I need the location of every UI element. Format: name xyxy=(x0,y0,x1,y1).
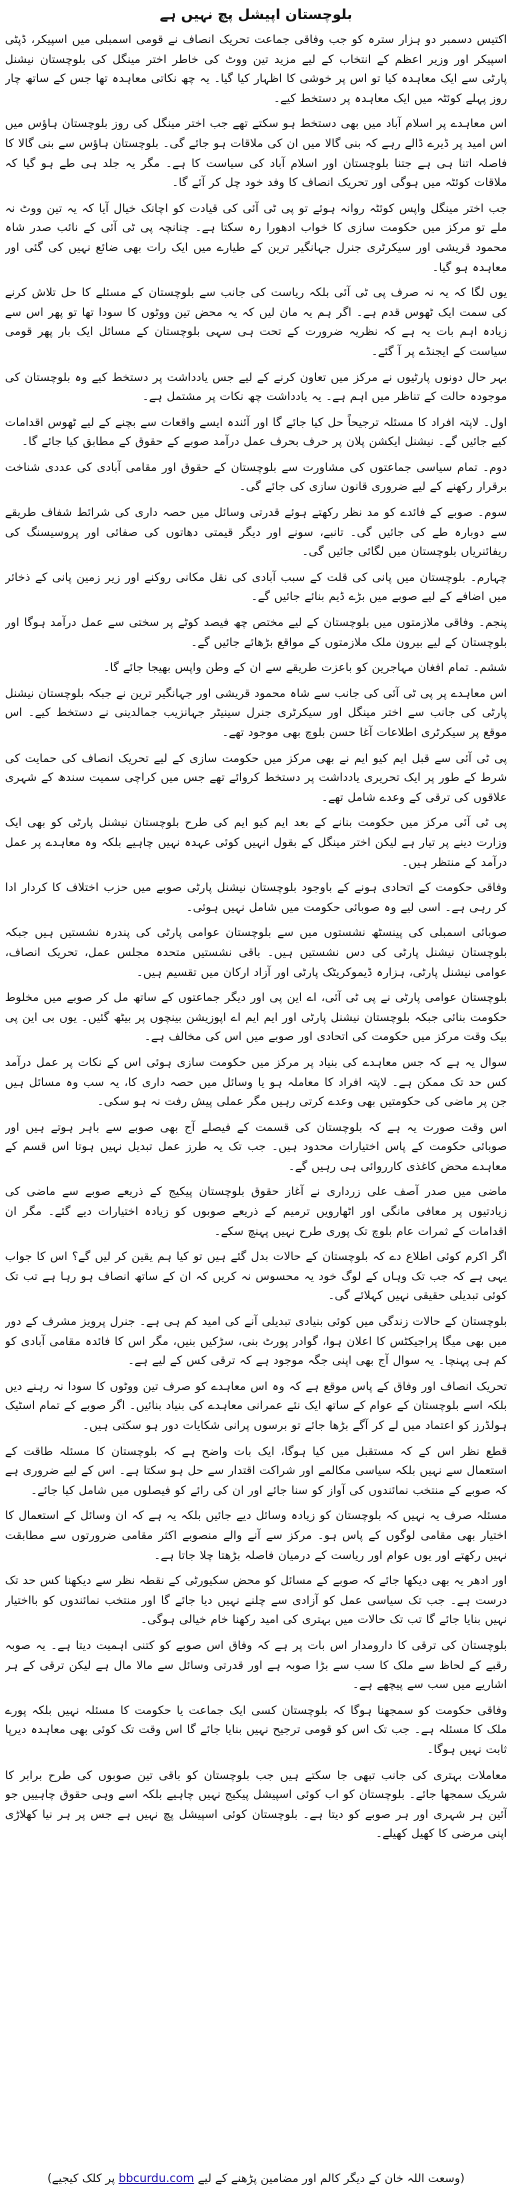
article-paragraph: پی ٹی آئی مرکز میں حکومت بنانے کے بعد ایم کیو ایم کی طرح بلوچستان نیشنل پارٹی کو بھی ایک وزارت دینے پر تیار ہے لیکن اختر مینگل کے بقول انہیں کوئی عہدہ نہیں چاہیے بلکہ وہ معاہدے پر عمل درآمد کے منتظر ہیں۔ xyxy=(5,815,507,869)
article-paragraph: مسئلہ صرف یہ نہیں کہ بلوچستان کو زیادہ وسائل دیے جائیں بلکہ یہ ہے کہ ان وسائل کے استعمال کا اختیار بھی مقامی لوگوں کے پاس ہو۔ مرکز سے آنے والے منصوبے اکثر مقامی ضرورتوں سے مطابقت نہیں رکھتے اور یوں عوام اور ریاست کے درمیان فاصلہ بڑھتا چلا جاتا ہے۔ xyxy=(5,1508,507,1562)
article-paragraph: اس معاہدے پر پی ٹی آئی کی جانب سے شاہ محمود قریشی اور جہانگیر ترین نے جبکہ بلوچستان نیشنل پارٹی کی جانب سے اختر مینگل اور سیکرٹری جنرل سینیٹر جہانزیب جمالدینی نے دستخط کیے۔ اس موقع پر سیکرٹری اطلاعات آغا حسن بلوچ بھی موجود تھے۔ xyxy=(5,685,507,739)
article-paragraph: سوال یہ ہے کہ جس معاہدے کی بنیاد پر مرکز میں حکومت سازی ہوئی اس کے نکات پر عمل درآمد کس حد تک ممکن ہے۔ لاپتہ افراد کا معاملہ ہو یا وسائل میں حصہ داری کا، یہ سب وہ مسائل ہیں جن پر ماضی کی حکومتیں بھی وعدے کرتی رہیں مگر عملی پیش رفت نہ ہو سکی۔ xyxy=(5,1054,507,1109)
article-paragraph: یوں لگا کہ یہ نہ صرف پی ٹی آئی بلکہ ریاست کی جانب سے بلوچستان کے مسئلے کا حل تلاش کرنے کی سمت ایک ٹھوس قدم ہے۔ اگر ہم یہ مان لیں کہ یہ محض تین ووٹوں کا سودا تھا تو پھر اس سے زیادہ اہم بات یہ ہے کہ نظریہ ضرورت کے تحت ہی سہی بلوچستان کے مسائل ایک بار پھر قومی سیاست کے ایجنڈے پر آ گئے۔ xyxy=(5,285,507,358)
article-paragraph: وفاقی حکومت کو سمجھنا ہوگا کہ بلوچستان کسی ایک جماعت یا حکومت کا مسئلہ نہیں بلکہ پورے ملک کا مسئلہ ہے۔ جب تک اس کو قومی ترجیح نہیں بنایا جائے گا اس وقت تک کوئی بھی معاہدہ دیرپا ثابت نہیں ہوگا۔ xyxy=(5,1702,507,1756)
article-paragraph: بلوچستان کے حالات زندگی میں کوئی بنیادی تبدیلی آنے کی امید کم ہی ہے۔ جنرل پرویز مشرف کے دور میں بھی میگا پراجیکٹس کا اعلان ہوا، گوادر پورٹ بنی، سڑکیں بنیں، مگر اس کا فائدہ مقامی آبادی کو کم ہی پہنچا۔ یہ سوال آج بھی اپنی جگہ موجود ہے کہ ترقی کس کے لیے ہے۔ xyxy=(5,1314,507,1368)
article-body xyxy=(5,30,507,1844)
article-paragraph: جب اختر مینگل واپس کوئٹہ روانہ ہوئے تو پی ٹی آئی کی قیادت کو اچانک خیال آیا کہ یہ تین ووٹ نہ ملے تو مرکز میں حکومت سازی کا خواب ادھورا رہ سکتا ہے۔ چنانچہ پی ٹی آئی کے نائب صدر شاہ محمود قریشی اور سیکرٹری جنرل جہانگیر ترین کے طیارے میں ایک رات بھی ضائع نہیں کی گئی اور معاہدہ ہو گیا۔ xyxy=(5,200,507,274)
article-paragraph: پنجم۔ وفاقی ملازمتوں میں بلوچستان کے لیے مختص چھ فیصد کوٹے پر سختی سے عمل درآمد ہوگا اور بلوچستان کے لیے بیرون ملک ملازمتوں کے مواقع بڑھائے جائیں گے۔ xyxy=(5,615,507,649)
article-paragraph: ششم۔ تمام افغان مہاجرین کو باعزت طریقے سے ان کے وطن واپس بھیجا جائے گا۔ xyxy=(103,660,507,675)
bbcurdu-link[interactable]: bbcurdu.com xyxy=(118,2171,195,2185)
article-paragraph: تحریک انصاف اور وفاق کے پاس موقع ہے کہ وہ اس معاہدے کو صرف تین ووٹوں کا سودا نہ رہنے دیں بلکہ اسے بلوچستان کے عوام کے ساتھ ایک نئے عمرانی معاہدے کی بنیاد بنائیں۔ اگر صوبے کے تمام اسٹیک ہولڈرز کو اعتماد میں لے کر آگے بڑھا جائے تو برسوں پرانی شکایات دور ہو سکتی ہیں۔ xyxy=(5,1378,507,1432)
article-footer xyxy=(0,2168,512,2188)
article-paragraph: پی ٹی آئی سے قبل ایم کیو ایم نے بھی مرکز میں حکومت سازی کے لیے تحریک انصاف کی حمایت کی شرط کے طور پر ایک تحریری یادداشت پر دستخط کروائے تھے جس میں کراچی سمیت سندھ کے شہری علاقوں کی ترقی کے وعدے شامل تھے۔ xyxy=(5,750,507,804)
article-paragraph: اور ادھر یہ بھی دیکھا جائے کہ صوبے کے مسائل کو محض سکیورٹی کے نقطہ نظر سے دیکھنا کس حد تک درست ہے۔ جب تک سیاسی عمل کو آزادی سے چلنے نہیں دیا جائے گا اور منتخب نمائندوں کو بااختیار نہیں بنایا جائے گا تب تک حالات میں بہتری کی امید رکھنا خام خیالی ہوگی۔ xyxy=(5,1573,507,1627)
footer-tail: پر کلک کیجیے) xyxy=(47,2171,115,2185)
article-paragraph: اگر اکرم کوئی اطلاع دے کہ بلوچستان کے حالات بدل گئے ہیں تو کیا ہم یقین کر لیں گے؟ اس کا جواب یہی ہے کہ جب تک وہاں کے لوگ خود یہ محسوس نہ کریں کہ ان کے ساتھ انصاف ہو رہا ہے تب تک کوئی تبدیلی حقیقی نہیں کہلائے گی۔ xyxy=(5,1249,507,1303)
article-paragraph: اکتیس دسمبر دو ہزار سترہ کو جب وفاقی جماعت تحریک انصاف نے قومی اسمبلی میں اسپیکر، ڈپٹی اسپیکر اور وزیر اعظم کے انتخاب کے لیے مزید تین ووٹ کی خاطر اختر مینگل کی بلوچستان نیشنل پارٹی سے ایک معاہدہ کیا تو اس پر خوشی کا اظہار کیا گیا۔ یہ چھ نکاتی معاہدہ تھا جس کے ساتھ چار روز پہلے کوئٹہ میں ایک معاہدہ پر دستخط کیے۔ xyxy=(5,32,507,105)
footer-note: (وسعت اللہ خان کے دیگر کالم اور مضامین پڑھنے کے لیے xyxy=(197,2171,465,2185)
article-paragraph: معاملات بہتری کی جانب تبھی جا سکتے ہیں جب بلوچستان کو باقی تین صوبوں کی طرح برابر کا شریک سمجھا جائے۔ بلوچستان کو اب کوئی اسپیشل پیکیج نہیں چاہیے بلکہ اسے وہی حقوق چاہییں جو آئین ہر شہری اور ہر صوبے کو دیتا ہے۔ بلوچستان کوئی اسپیشل پچ نہیں ہے جس پر ہر نیا کھلاڑی اپنی مرضی کا کھیل کھیلے۔ xyxy=(5,1767,507,1841)
article-paragraph: صوبائی اسمبلی کی پینسٹھ نشستوں میں سے بلوچستان عوامی پارٹی کی پندرہ نشستیں ہیں جبکہ بلوچستان نیشنل پارٹی کی دس نشستیں ہیں۔ باقی نشستیں متحدہ مجلس عمل، تحریک انصاف، عوامی نیشنل پارٹی، ہزارہ ڈیموکریٹک پارٹی اور آزاد ارکان میں تقسیم ہیں۔ xyxy=(5,925,507,979)
article-paragraph: چہارم۔ بلوچستان میں پانی کی قلت کے سبب آبادی کی نقل مکانی روکنے اور زیر زمین پانی کے ذخائر میں اضافے کے لیے صوبے میں بڑے ڈیم بنائے جائیں گے۔ xyxy=(5,569,507,604)
article-paragraph: بہر حال دونوں پارٹیوں نے مرکز میں تعاون کرنے کے لیے جس یادداشت پر دستخط کیے وہ بلوچستان کی موجودہ حالت کے تناظر میں اہم ہے۔ یہ یادداشت چھ نکات پر مشتمل ہے۔ xyxy=(5,369,507,404)
article-paragraph: بلوچستان کی ترقی کا دارومدار اس بات پر ہے کہ وفاق اس صوبے کو کتنی اہمیت دیتا ہے۔ یہ صوبہ رقبے کے لحاظ سے ملک کا سب سے بڑا صوبہ ہے اور قدرتی وسائل سے مالا مال ہے لیکن ترقی کے ہر اشاریے میں سب سے پیچھے ہے۔ xyxy=(5,1637,507,1692)
article-paragraph: اول۔ لاپتہ افراد کا مسئلہ ترجیحاً حل کیا جائے گا اور آئندہ ایسے واقعات سے بچنے کے لیے ٹھوس اقدامات کیے جائیں گے۔ نیشنل ایکشن پلان پر حرف بحرف عمل درآمد صوبے کے حقوق کے مطابق کیا جائے گا۔ xyxy=(5,414,507,449)
article-paragraph: اس معاہدے پر اسلام آباد میں بھی دستخط ہو سکتے تھے جب اختر مینگل کی روز بلوچستان ہاؤس میں اس امید پر ڈیرے ڈالے رہے کہ بنی گالا میں ان کی ملاقات ہو جائے گی۔ بلوچستان ہاؤس سے بنی گالا کا فاصلہ اتنا ہی ہے جتنا بلوچستان اور اسلام آباد کی سیاست کا ہے۔ مگر یہ جلد ہی طے ہو گیا کہ ملاقات کوئٹہ میں ہوگی اور تحریک انصاف کا وفد خود چل کر آئے گا۔ xyxy=(5,116,507,190)
article-paragraph: بلوچستان عوامی پارٹی نے پی ٹی آئی، اے این پی اور دیگر جماعتوں کے ساتھ مل کر صوبے میں مخلوط حکومت بنائی جبکہ بلوچستان نیشنل پارٹی اور ایم ایم اے اپوزیشن بینچوں پر بیٹھ گئیں۔ یوں بی این پی بیک وقت مرکز میں حکومت کی اتحادی اور صوبے میں اس کی مخالف ہے۔ xyxy=(5,990,507,1044)
article-paragraph: وفاقی حکومت کے اتحادی ہونے کے باوجود بلوچستان نیشنل پارٹی صوبے میں حزب اختلاف کا کردار ادا کر رہی ہے۔ اسی لیے وہ صوبائی حکومت میں شامل نہیں ہوئی۔ xyxy=(5,880,507,914)
article-paragraph: اس وقت صورت یہ ہے کہ بلوچستان کی قسمت کے فیصلے آج بھی صوبے سے باہر ہوتے ہیں اور صوبائی حکومت کے پاس اختیارات محدود ہیں۔ جب تک یہ طرز عمل تبدیل نہیں ہوتا اس قسم کے معاہدے محض کاغذی کارروائی ہی رہیں گے۔ xyxy=(5,1119,507,1173)
article-paragraph: دوم۔ تمام سیاسی جماعتوں کی مشاورت سے بلوچستان کے حقوق اور مقامی آبادی کی عددی شناخت برقرار رکھنے کے لیے ضروری قانون سازی کی جائے گی۔ xyxy=(5,459,507,494)
article-paragraph: ماضی میں صدر آصف علی زرداری نے آغاز حقوق بلوچستان پیکیج کے ذریعے صوبے سے ماضی کی زیادتیوں پر معافی مانگی اور اٹھارویں ترمیم کے ذریعے صوبوں کو زیادہ اختیارات دیے گئے۔ مگر ان اقدامات کے ثمرات عام بلوچ تک پوری طرح نہیں پہنچ سکے۔ xyxy=(5,1184,507,1238)
article-headline: بلوچستان اپیشل پچ نہیں ہے xyxy=(159,7,353,23)
article-paragraph: قطع نظر اس کے کہ مستقبل میں کیا ہوگا، ایک بات واضح ہے کہ بلوچستان کا مسئلہ طاقت کے استعمال سے نہیں بلکہ سیاسی مکالمے اور شراکت اقتدار سے حل ہو سکتا ہے۔ اس کے لیے ضروری ہے کہ صوبے کے منتخب نمائندوں کی آواز کو سنا جائے اور ان کی رائے کو فیصلوں میں شامل کیا جائے۔ xyxy=(5,1443,507,1497)
article-paragraph: سوم۔ صوبے کے فائدے کو مد نظر رکھتے ہوئے قدرتی وسائل میں حصہ داری کی شرائط شفاف طریقے سے دوبارہ طے کی جائیں گی۔ تانبے، سونے اور دیگر قیمتی دھاتوں کی صفائی اور پروسیسنگ کی ریفائنریاں بلوچستان میں لگائی جائیں گی۔ xyxy=(5,505,507,559)
